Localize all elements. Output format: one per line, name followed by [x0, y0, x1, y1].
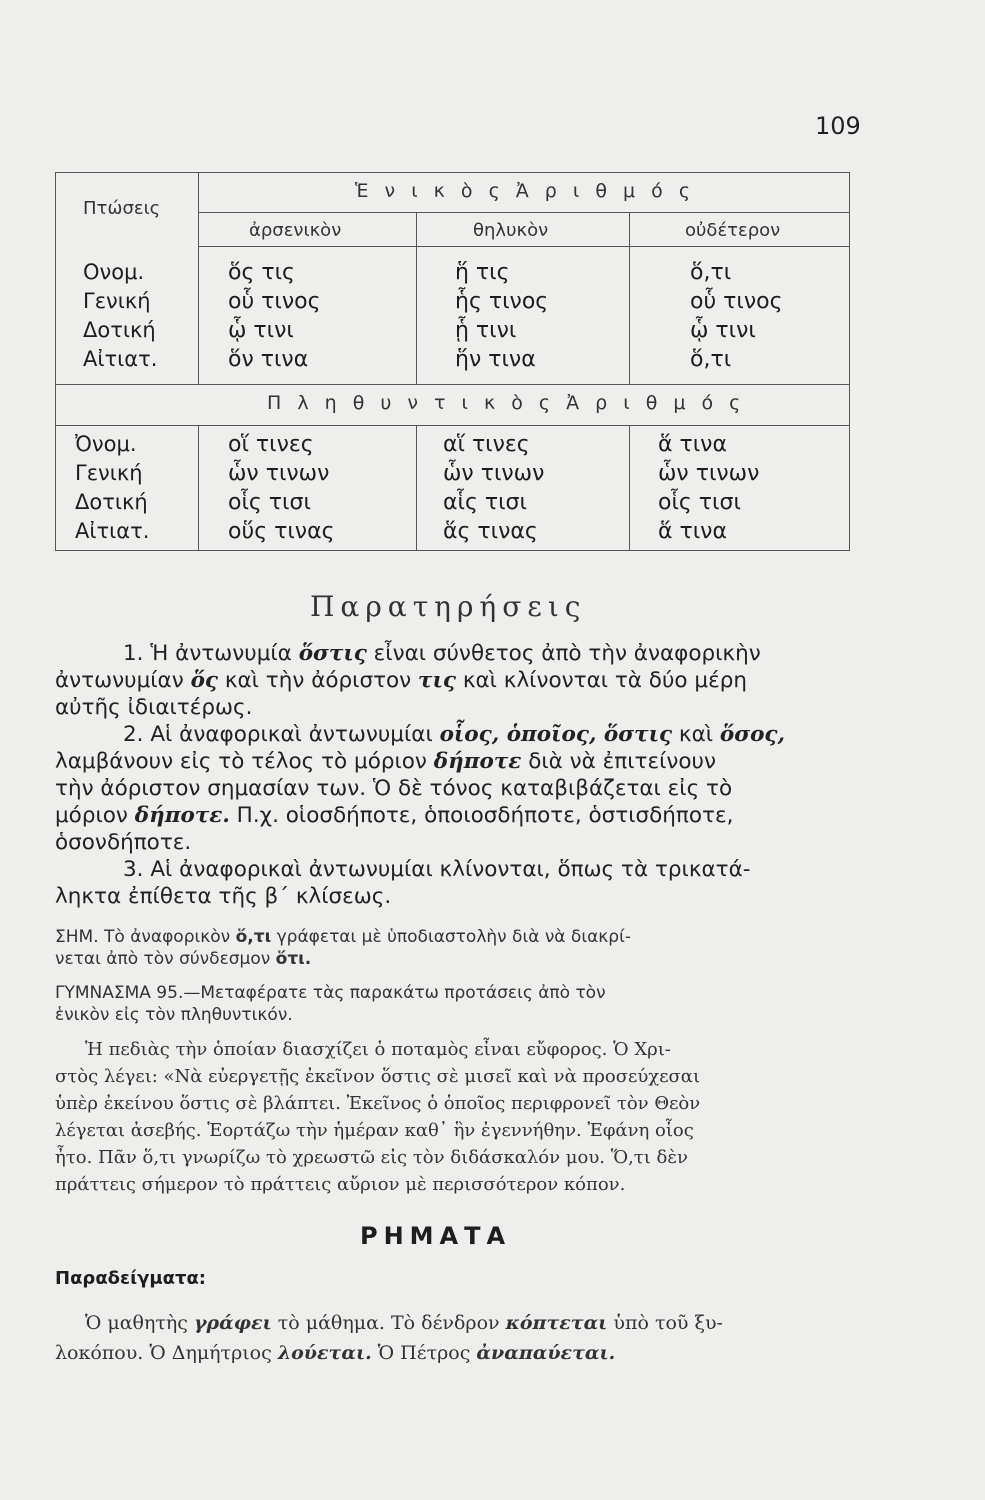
emphasis: ὅσος, [719, 722, 785, 747]
table-rule-case-col-plural [198, 425, 199, 550]
case-label: Δοτική [83, 318, 156, 342]
text-span: 2. Αἱ ἀναφορικαὶ ἀντωνυμίαι [123, 722, 440, 747]
form-cell: ἅ τινα [658, 519, 727, 544]
remark-3 [55, 856, 855, 910]
text-span: λαμβάνουν εἰς τὸ τέλος τὸ μόριον [55, 749, 434, 774]
text-span: Π.χ. οἱοσδήποτε, ὁποιοσδήποτε, ὁστισδήποτε, [229, 803, 734, 828]
form-cell: ἧς τινος [455, 289, 549, 314]
case-label: Αἰτιατ. [83, 347, 158, 371]
form-cell: ὅν τινα [228, 347, 309, 372]
text-span: εἶναι σύνθετος ἀπὸ τὴν ἀναφορικὴν [366, 641, 761, 666]
form-cell: οὕς τινας [228, 519, 335, 544]
text-span: ὑπὸ τοῦ ξυ- [607, 1312, 723, 1334]
text-line [55, 948, 855, 970]
text-span: γράφεται μὲ ὑποδιαστολὴν διὰ νὰ διακρί- [271, 927, 631, 947]
text-span: διὰ νὰ ἐπιτείνουν [521, 749, 716, 774]
emphasis: γράφει [193, 1312, 272, 1334]
text-line [55, 802, 855, 829]
plural-neuter-forms [658, 430, 759, 546]
table-rule-left [55, 172, 56, 550]
text-span: λοκόπου. Ὁ Δημήτριος [55, 1342, 278, 1364]
text-line: ἑνικὸν εἰς τὸν πληθυντικόν. [55, 1005, 293, 1025]
gender-feminine: θηλυκὸν [473, 220, 549, 241]
text-span: Ὁ Πέτρος [371, 1342, 477, 1364]
form-cell: ὧν τινων [658, 461, 760, 486]
text-span: ἀντωνυμίαν [55, 668, 191, 693]
table-rule-top [55, 172, 850, 173]
text-span: μόριον [55, 803, 135, 828]
emphasis: κόπτεται [505, 1312, 608, 1334]
text-line [55, 640, 855, 667]
text-span: νεται ἀπὸ τὸν σύνδεσμον [55, 949, 276, 969]
text-line: Ἡ πεδιὰς τὴν ὁποίαν διασχίζει ὁ ποταμὸς εἶναι εὔφορος. Ὁ Χρι- [85, 1039, 671, 1060]
form-cell: οὗ τινος [228, 289, 321, 314]
form-cell: ᾧ τινι [228, 318, 294, 343]
singular-masculine-forms [228, 258, 321, 374]
gender-neuter: οὐδέτερον [685, 220, 781, 241]
form-cell: αἵ τινες [443, 432, 530, 457]
form-cell: ᾗ τινι [455, 318, 517, 343]
text-line [55, 926, 855, 948]
text-span: 1. Ἡ ἀντωνυμία [123, 641, 299, 666]
plural-masculine-forms [228, 430, 335, 546]
emphasis: ὅ,τι [235, 927, 272, 947]
table-rule-gender-header [198, 246, 850, 247]
text-line: ληκτα ἐπίθετα τῆς β΄ κλίσεως. [55, 884, 392, 909]
text-span: καὶ τὴν ἀόριστον [218, 668, 419, 693]
table-rule-plural-header [55, 425, 850, 426]
singular-header: Ἑ ν ι κ ὸ ς Ἀ ρ ι θ μ ό ς [355, 180, 695, 202]
table-rule-bottom [55, 550, 850, 551]
exercise-text [55, 1036, 855, 1198]
text-line [55, 667, 855, 694]
form-cell: ἥ τις [455, 260, 510, 285]
emphasis: λούεται. [277, 1342, 372, 1364]
text-line [55, 1338, 855, 1368]
emphasis: ὅτι. [275, 949, 312, 969]
table-rule-fem-col [629, 212, 630, 384]
text-line: στὸς λέγει: «Νὰ εὐεργετῇς ἐκεῖνον ὅστις σὲ μισεῖ καὶ νὰ προσεύχεσαι [55, 1066, 701, 1087]
page-number: 109 [815, 112, 861, 140]
verbs-title: ΡΗΜΑΤΑ [360, 1222, 512, 1250]
table-rule-fem-col-plural [629, 425, 630, 550]
form-cell: οἵ τινες [228, 432, 314, 457]
cases-header: Πτώσεις [83, 198, 161, 219]
case-label: Αἰτιατ. [75, 519, 150, 543]
table-rule-singular-bottom [55, 384, 850, 385]
case-label: Ὀνομ. [75, 432, 137, 456]
text-span: καὶ [672, 722, 720, 747]
form-cell: οὗ τινος [690, 289, 783, 314]
emphasis: ἀναπαύεται. [476, 1342, 616, 1364]
emphasis: ὅς [190, 668, 218, 693]
form-cell: οἷς τισι [658, 490, 741, 515]
plural-feminine-forms [443, 430, 544, 546]
case-label: Γενική [83, 289, 151, 313]
text-line: τὴν ἀόριστον σημασίαν των. Ὁ δὲ τόνος καταβιβάζεται εἰς τὸ [55, 776, 733, 801]
emphasis: δήποτε [433, 749, 522, 774]
note [55, 926, 855, 970]
text-line: ἦτο. Πᾶν ὅ,τι γνωρίζω τὸ χρεωστῶ εἰς τὸν διδάσκαλόν μου. Ὅ,τι δὲν [55, 1147, 688, 1168]
examples-label: Παραδείγματα: [55, 1268, 207, 1289]
table-rule-masc-col [416, 212, 417, 384]
text-line: αὐτῆς ἰδιαιτέρως. [55, 695, 253, 720]
plural-header: Π λ η θ υ ν τ ι κ ὸ ς Ἀ ρ ι θ μ ό ς [267, 392, 746, 414]
case-label: Ονομ. [83, 260, 145, 284]
text-line [55, 748, 855, 775]
examples-text [55, 1308, 855, 1368]
remark-1 [55, 640, 855, 721]
form-cell: ἅ τινα [658, 432, 727, 457]
plural-case-labels [75, 430, 149, 546]
singular-case-labels [83, 258, 157, 374]
table-rule-right [849, 172, 850, 550]
form-cell: οἷς τισι [228, 490, 311, 515]
table-rule-case-col [198, 172, 199, 384]
gender-masculine: ἀρσενικὸν [249, 220, 342, 241]
text-line: πράττεις σήμερον τὸ πράττεις αὔριον μὲ περισσότερον κόπον. [55, 1174, 626, 1195]
form-cell: αἷς τισι [443, 490, 527, 515]
remarks-title: Παρατηρήσεις [310, 590, 587, 623]
text-line [55, 721, 855, 748]
text-line: ΓΥΜΝΑΣΜΑ 95.—Μεταφέρατε τὰς παρακάτω προτάσεις ἀπὸ τὸν [55, 983, 606, 1003]
emphasis: οἷος, ὁποῖος, ὅστις [439, 722, 673, 747]
emphasis: τις [418, 668, 456, 693]
case-label: Γενική [75, 461, 143, 485]
text-line: 3. Αἱ ἀναφορικαὶ ἀντωνυμίαι κλίνονται, ὅπως τὰ τρικατά- [123, 857, 751, 882]
form-cell: ὅς τις [228, 260, 295, 285]
form-cell: ὧν τινων [228, 461, 330, 486]
text-span: τὸ μάθημα. Τὸ δένδρον [271, 1312, 506, 1334]
table-rule-singular-header [198, 212, 850, 213]
form-cell: ὅ,τι [690, 347, 732, 372]
text-span: καὶ κλίνονται τὰ δύο μέρη [456, 668, 747, 693]
case-label: Δοτική [75, 490, 148, 514]
form-cell: ὅ,τι [690, 260, 732, 285]
singular-neuter-forms [690, 258, 783, 374]
table-rule-masc-col-plural [416, 425, 417, 550]
exercise-heading [55, 982, 855, 1026]
singular-feminine-forms [455, 258, 548, 374]
text-line: ὁσονδήποτε. [55, 830, 192, 855]
form-cell: ἥν τινα [455, 347, 536, 372]
remark-2 [55, 721, 855, 856]
declension-table [55, 172, 850, 552]
text-span: ΣΗΜ. Τὸ ἀναφορικὸν [55, 927, 236, 947]
text-span: Ὁ μαθητὴς [85, 1312, 194, 1334]
form-cell: ὧν τινων [443, 461, 545, 486]
emphasis: ὅστις [298, 641, 367, 666]
text-line: ὑπὲρ ἐκείνου ὅστις σὲ βλάπτει. Ἐκεῖνος ὁ ὁποῖος περιφρονεῖ τὸν Θεὸν [55, 1093, 701, 1114]
text-line: λέγεται ἀσεβής. Ἑορτάζω τὴν ἡμέραν καθ᾽ ἣν ἐγεννήθην. Ἐφάνη οἷος [55, 1120, 694, 1141]
text-line [55, 1308, 855, 1338]
form-cell: ᾧ τινι [690, 318, 756, 343]
form-cell: ἅς τινας [443, 519, 538, 544]
emphasis: δήποτε. [134, 803, 230, 828]
